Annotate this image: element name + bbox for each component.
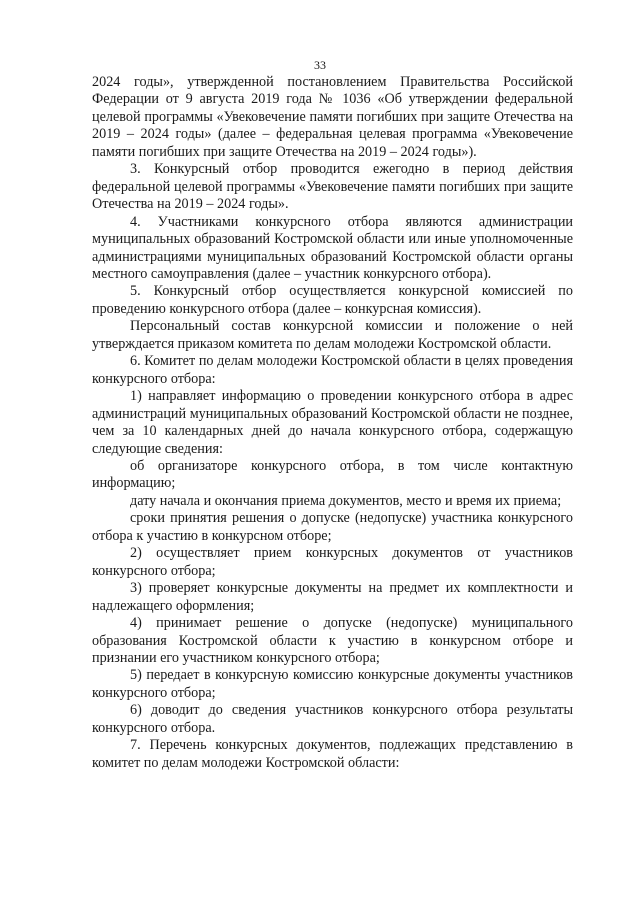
paragraph: 2) осуществляет прием конкурсных документов от участников конкурсного отбора; (92, 545, 573, 579)
paragraph: 7. Перечень конкурсных документов, подлежащих представлению в комитет по делам молодежи Костромской области: (92, 737, 573, 771)
paragraph: 4. Участниками конкурсного отбора являются администрации муниципальных образований Костромской области или иные уполномоченные администрациями муниципальных образований Костромской области органы местного самоуправления (далее – участник конкурсного отбора). (92, 213, 573, 282)
paragraph: Персональный состав конкурсной комиссии и положение о ней утверждается приказом комитета по делам молодежи Костромской области. (92, 318, 573, 352)
paragraph: 1) направляет информацию о проведении конкурсного отбора в адрес администраций муниципальных образований Костромской области не позднее, чем за 10 календарных дней до начала конкурсного отбора, содержащую следующие сведения: (92, 388, 573, 457)
paragraph: дату начала и окончания приема документов, место и время их приема; (130, 492, 562, 509)
paragraph: 4) принимает решение о допуске (недопуске) муниципального образования Костромской области к участию в конкурсном отборе и признании его участником конкурсного отбора; (92, 615, 573, 666)
paragraph: 6) доводит до сведения участников конкурсного отбора результаты конкурсного отбора. (92, 702, 573, 736)
paragraph: 3. Конкурсный отбор проводится ежегодно в период действия федеральной целевой программы «Увековечение памяти погибших при защите Отечества на 2019 – 2024 годы». (92, 161, 573, 213)
paragraph: 3) проверяет конкурсные документы на предмет их комплектности и надлежащего оформления; (92, 580, 573, 614)
paragraph: об организаторе конкурсного отбора, в том числе контактную информацию; (92, 457, 573, 492)
paragraph: сроки принятия решения о допуске (недопуске) участника конкурсного отбора к участию в конкурсном отборе; (92, 510, 573, 544)
paragraph: 2024 годы», утвержденной постановлением Правительства Российской Федерации от 9 августа 2019 года № 1036 «Об утверждении федеральной целевой программы «Увековечение памяти погибших при защите Отечества на 2019 – 2024 годы» (далее – федеральная целевая программа «Увековечение памяти погибших при защите Отечества на 2019 – 2024 годы»). (92, 74, 573, 160)
page-number: 33 (314, 58, 326, 72)
paragraph: 5. Конкурсный отбор осуществляется конкурсной комиссией по проведению конкурсного отбора (далее – конкурсная комиссия). (92, 283, 573, 317)
document-body (92, 74, 573, 772)
paragraph: 5) передает в конкурсную комиссию конкурсные документы участников конкурсного отбора; (92, 667, 573, 701)
paragraph: 6. Комитет по делам молодежи Костромской области в целях проведения конкурсного отбора: (92, 353, 573, 387)
